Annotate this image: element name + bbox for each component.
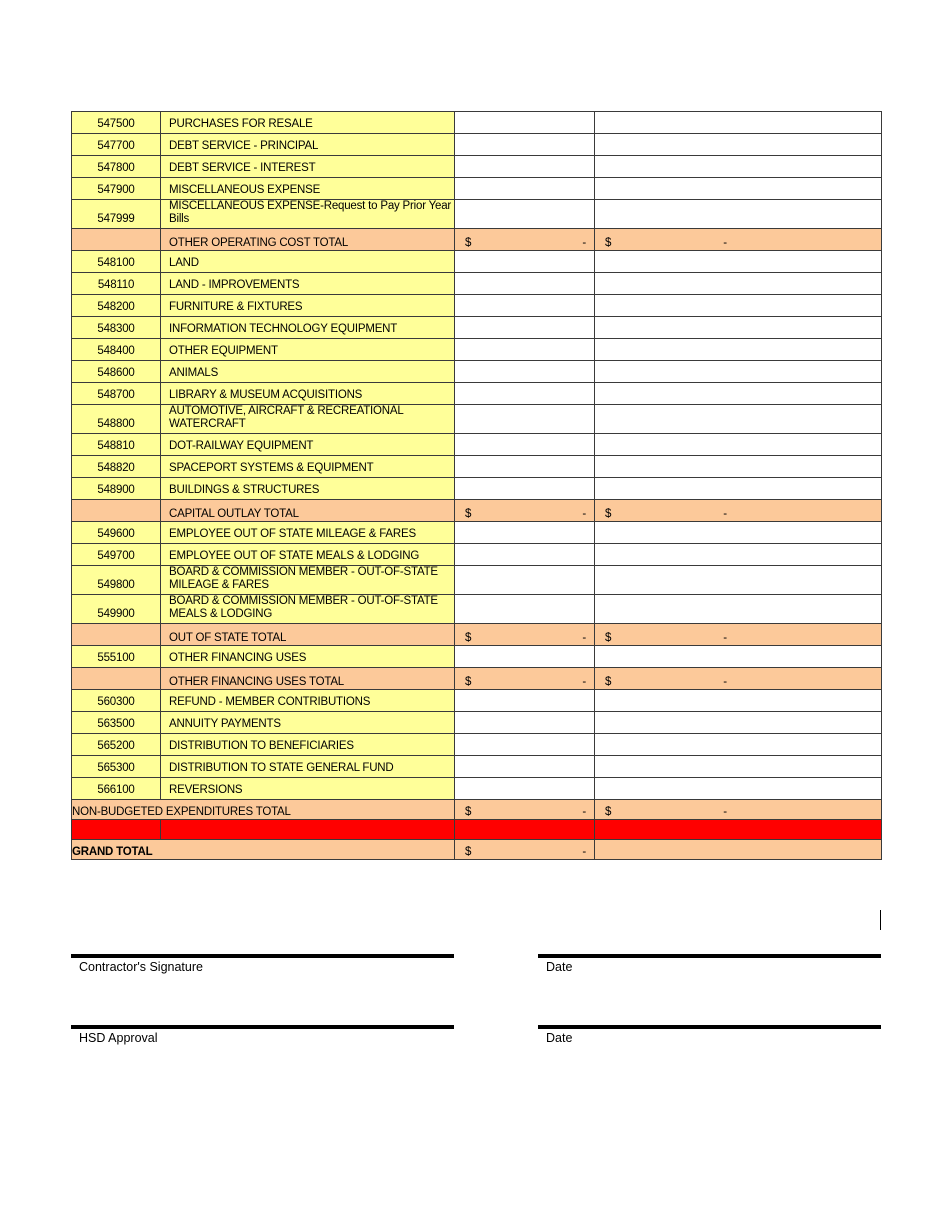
account-description: MISCELLANEOUS EXPENSE xyxy=(161,178,455,200)
line-item-row xyxy=(72,273,882,295)
account-code: 548900 xyxy=(72,478,161,500)
account-code: 547999 xyxy=(72,200,161,229)
account-description: BOARD & COMMISSION MEMBER - OUT-OF-STATE MILEAGE & FARES xyxy=(161,566,455,595)
account-code: 549800 xyxy=(72,566,161,595)
account-description: BUILDINGS & STRUCTURES xyxy=(161,478,455,500)
zero-value: - xyxy=(582,846,586,858)
amount-input-1[interactable] xyxy=(455,690,595,712)
currency-symbol: $ xyxy=(605,632,612,644)
zero-value: - xyxy=(582,508,586,520)
budget-table-footer xyxy=(72,800,882,860)
amount-input-1[interactable] xyxy=(455,317,595,339)
amount-input-2[interactable] xyxy=(595,251,882,273)
amount-input-1[interactable] xyxy=(455,734,595,756)
account-code: 548600 xyxy=(72,361,161,383)
amount-input-2[interactable] xyxy=(595,383,882,405)
zero-value: - xyxy=(723,508,727,520)
amount-input-1[interactable] xyxy=(455,595,595,624)
line-item-row xyxy=(72,251,882,273)
grand-total-row xyxy=(72,840,882,860)
amount-input-2[interactable] xyxy=(595,756,882,778)
account-code: 549700 xyxy=(72,544,161,566)
line-item-row xyxy=(72,134,882,156)
cell-edge-mark xyxy=(880,910,881,930)
amount-input-2[interactable] xyxy=(595,178,882,200)
amount-input-1[interactable] xyxy=(455,544,595,566)
amount-input-1[interactable] xyxy=(455,112,595,134)
line-item-row xyxy=(72,339,882,361)
account-description: ANNUITY PAYMENTS xyxy=(161,712,455,734)
account-code: 547700 xyxy=(72,134,161,156)
amount-input-2[interactable] xyxy=(595,200,882,229)
currency-symbol: $ xyxy=(465,676,472,688)
amount-input-1[interactable] xyxy=(455,200,595,229)
amount-input-1[interactable] xyxy=(455,383,595,405)
line-item-row xyxy=(72,522,882,544)
currency-symbol: $ xyxy=(605,676,612,688)
amount-input-1[interactable] xyxy=(455,434,595,456)
account-code: 547500 xyxy=(72,112,161,134)
account-description: REVERSIONS xyxy=(161,778,455,800)
account-description: DEBT SERVICE - PRINCIPAL xyxy=(161,134,455,156)
currency-symbol: $ xyxy=(465,237,472,249)
grand-total-label: GRAND TOTAL xyxy=(72,840,455,860)
non-budgeted-total-amount-1[interactable] xyxy=(455,800,595,820)
line-item-row xyxy=(72,756,882,778)
account-description: EMPLOYEE OUT OF STATE MILEAGE & FARES xyxy=(161,522,455,544)
non-budgeted-total-row xyxy=(72,800,882,820)
section-total-label: CAPITAL OUTLAY TOTAL xyxy=(161,500,455,522)
zero-value: - xyxy=(582,806,586,818)
line-item-row xyxy=(72,178,882,200)
amount-input-1[interactable] xyxy=(455,156,595,178)
account-code: 548400 xyxy=(72,339,161,361)
line-item-row xyxy=(72,595,882,624)
currency-symbol: $ xyxy=(605,508,612,520)
hsd-approval-line[interactable] xyxy=(71,1025,454,1029)
section-total-label: OTHER OPERATING COST TOTAL xyxy=(161,229,455,251)
contractor-signature-label: Contractor's Signature xyxy=(79,960,203,974)
line-item-row xyxy=(72,317,882,339)
grand-total-amount[interactable] xyxy=(455,840,595,860)
line-item-row xyxy=(72,434,882,456)
line-item-row xyxy=(72,383,882,405)
amount-input-1[interactable] xyxy=(455,712,595,734)
amount-input-1[interactable] xyxy=(455,478,595,500)
amount-input-2[interactable] xyxy=(595,734,882,756)
amount-input-2[interactable] xyxy=(595,434,882,456)
account-description: DOT-RAILWAY EQUIPMENT xyxy=(161,434,455,456)
section-total-row xyxy=(72,229,882,251)
zero-value: - xyxy=(582,676,586,688)
account-description: BOARD & COMMISSION MEMBER - OUT-OF-STATE MEALS & LODGING xyxy=(161,595,455,624)
account-code: 565200 xyxy=(72,734,161,756)
account-code: 560300 xyxy=(72,690,161,712)
line-item-row xyxy=(72,112,882,134)
amount-input-2[interactable] xyxy=(595,690,882,712)
amount-input-2[interactable] xyxy=(595,566,882,595)
line-item-row xyxy=(72,295,882,317)
account-description: ANIMALS xyxy=(161,361,455,383)
non-budgeted-total-label: NON-BUDGETED EXPENDITURES TOTAL xyxy=(72,800,455,820)
line-item-row xyxy=(72,566,882,595)
contractor-date-line[interactable] xyxy=(538,954,881,958)
account-description: REFUND - MEMBER CONTRIBUTIONS xyxy=(161,690,455,712)
separator-row xyxy=(72,820,882,840)
account-code: 548100 xyxy=(72,251,161,273)
section-total-amount-1[interactable] xyxy=(455,500,595,522)
section-total-amount-2[interactable] xyxy=(595,229,882,251)
account-code: 549600 xyxy=(72,522,161,544)
section-total-row xyxy=(72,624,882,646)
account-code: 547800 xyxy=(72,156,161,178)
amount-input-1[interactable] xyxy=(455,756,595,778)
account-code: 548300 xyxy=(72,317,161,339)
account-description: SPACEPORT SYSTEMS & EQUIPMENT xyxy=(161,456,455,478)
account-description: OTHER FINANCING USES xyxy=(161,646,455,668)
amount-input-2[interactable] xyxy=(595,134,882,156)
account-code: 548800 xyxy=(72,405,161,434)
zero-value: - xyxy=(582,237,586,249)
currency-symbol: $ xyxy=(465,806,472,818)
budget-table-body xyxy=(72,112,882,800)
amount-input-2[interactable] xyxy=(595,522,882,544)
currency-symbol: $ xyxy=(465,508,472,520)
amount-input-2[interactable] xyxy=(595,273,882,295)
amount-input-1[interactable] xyxy=(455,295,595,317)
account-description: DISTRIBUTION TO BENEFICIARIES xyxy=(161,734,455,756)
account-code: 548700 xyxy=(72,383,161,405)
amount-input-2[interactable] xyxy=(595,478,882,500)
account-description: LAND xyxy=(161,251,455,273)
account-code: 548810 xyxy=(72,434,161,456)
amount-input-2[interactable] xyxy=(595,646,882,668)
line-item-row xyxy=(72,712,882,734)
line-item-row xyxy=(72,456,882,478)
amount-input-2[interactable] xyxy=(595,361,882,383)
section-total-label: OUT OF STATE TOTAL xyxy=(161,624,455,646)
amount-input-1[interactable] xyxy=(455,778,595,800)
account-code: 555100 xyxy=(72,646,161,668)
amount-input-2[interactable] xyxy=(595,778,882,800)
section-total-label: OTHER FINANCING USES TOTAL xyxy=(161,668,455,690)
amount-input-2[interactable] xyxy=(595,317,882,339)
account-description: LIBRARY & MUSEUM ACQUISITIONS xyxy=(161,383,455,405)
section-total-row xyxy=(72,668,882,690)
line-item-row xyxy=(72,478,882,500)
amount-input-1[interactable] xyxy=(455,456,595,478)
account-code: 565300 xyxy=(72,756,161,778)
amount-input-2[interactable] xyxy=(595,339,882,361)
hsd-date-line[interactable] xyxy=(538,1025,881,1029)
non-budgeted-total-amount-2[interactable] xyxy=(595,800,882,820)
separator-cell xyxy=(595,820,882,840)
currency-symbol: $ xyxy=(605,237,612,249)
section-total-code-cell xyxy=(72,668,161,690)
currency-symbol: $ xyxy=(465,632,472,644)
account-code: 548820 xyxy=(72,456,161,478)
section-total-amount-1[interactable] xyxy=(455,229,595,251)
amount-input-2[interactable] xyxy=(595,405,882,434)
section-total-amount-2[interactable] xyxy=(595,668,882,690)
amount-input-2[interactable] xyxy=(595,295,882,317)
account-description: PURCHASES FOR RESALE xyxy=(161,112,455,134)
account-description: AUTOMOTIVE, AIRCRAFT & RECREATIONAL WATERCRAFT xyxy=(161,405,455,434)
account-description: OTHER EQUIPMENT xyxy=(161,339,455,361)
line-item-row xyxy=(72,156,882,178)
line-item-row xyxy=(72,646,882,668)
separator-cell xyxy=(455,820,595,840)
currency-symbol: $ xyxy=(465,846,472,858)
contractor-signature-line[interactable] xyxy=(71,954,454,958)
amount-input-2[interactable] xyxy=(595,712,882,734)
amount-input-2[interactable] xyxy=(595,544,882,566)
line-item-row xyxy=(72,361,882,383)
zero-value: - xyxy=(723,632,727,644)
account-code: 566100 xyxy=(72,778,161,800)
account-description: EMPLOYEE OUT OF STATE MEALS & LODGING xyxy=(161,544,455,566)
line-item-row xyxy=(72,200,882,229)
amount-input-1[interactable] xyxy=(455,273,595,295)
section-total-code-cell xyxy=(72,624,161,646)
account-code: 563500 xyxy=(72,712,161,734)
zero-value: - xyxy=(723,237,727,249)
amount-input-1[interactable] xyxy=(455,339,595,361)
zero-value: - xyxy=(723,676,727,688)
account-description: DISTRIBUTION TO STATE GENERAL FUND xyxy=(161,756,455,778)
account-code: 548110 xyxy=(72,273,161,295)
separator-cell xyxy=(161,820,455,840)
line-item-row xyxy=(72,778,882,800)
amount-input-2[interactable] xyxy=(595,456,882,478)
section-total-amount-2[interactable] xyxy=(595,624,882,646)
currency-symbol: $ xyxy=(605,806,612,818)
zero-value: - xyxy=(723,806,727,818)
line-item-row xyxy=(72,734,882,756)
account-code: 549900 xyxy=(72,595,161,624)
account-code: 548200 xyxy=(72,295,161,317)
amount-input-1[interactable] xyxy=(455,361,595,383)
contractor-date-label: Date xyxy=(546,960,573,974)
amount-input-2[interactable] xyxy=(595,156,882,178)
section-total-amount-1[interactable] xyxy=(455,624,595,646)
amount-input-1[interactable] xyxy=(455,405,595,434)
account-code: 547900 xyxy=(72,178,161,200)
section-total-amount-2[interactable] xyxy=(595,500,882,522)
amount-input-1[interactable] xyxy=(455,134,595,156)
hsd-approval-label: HSD Approval xyxy=(79,1031,158,1045)
amount-input-1[interactable] xyxy=(455,646,595,668)
account-description: DEBT SERVICE - INTEREST xyxy=(161,156,455,178)
amount-input-1[interactable] xyxy=(455,178,595,200)
account-description: MISCELLANEOUS EXPENSE-Request to Pay Prior Year Bills xyxy=(161,200,455,229)
amount-input-2[interactable] xyxy=(595,112,882,134)
line-item-row xyxy=(72,405,882,434)
amount-input-1[interactable] xyxy=(455,566,595,595)
account-description: FURNITURE & FIXTURES xyxy=(161,295,455,317)
amount-input-1[interactable] xyxy=(455,522,595,544)
line-item-row xyxy=(72,544,882,566)
account-description: INFORMATION TECHNOLOGY EQUIPMENT xyxy=(161,317,455,339)
section-total-code-cell xyxy=(72,229,161,251)
section-total-code-cell xyxy=(72,500,161,522)
line-item-row xyxy=(72,690,882,712)
account-description: LAND - IMPROVEMENTS xyxy=(161,273,455,295)
separator-cell xyxy=(72,820,161,840)
grand-total-amount-2[interactable] xyxy=(595,840,882,860)
hsd-date-label: Date xyxy=(546,1031,573,1045)
amount-input-2[interactable] xyxy=(595,595,882,624)
amount-input-1[interactable] xyxy=(455,251,595,273)
section-total-amount-1[interactable] xyxy=(455,668,595,690)
section-total-row xyxy=(72,500,882,522)
zero-value: - xyxy=(582,632,586,644)
budget-table xyxy=(71,111,882,860)
